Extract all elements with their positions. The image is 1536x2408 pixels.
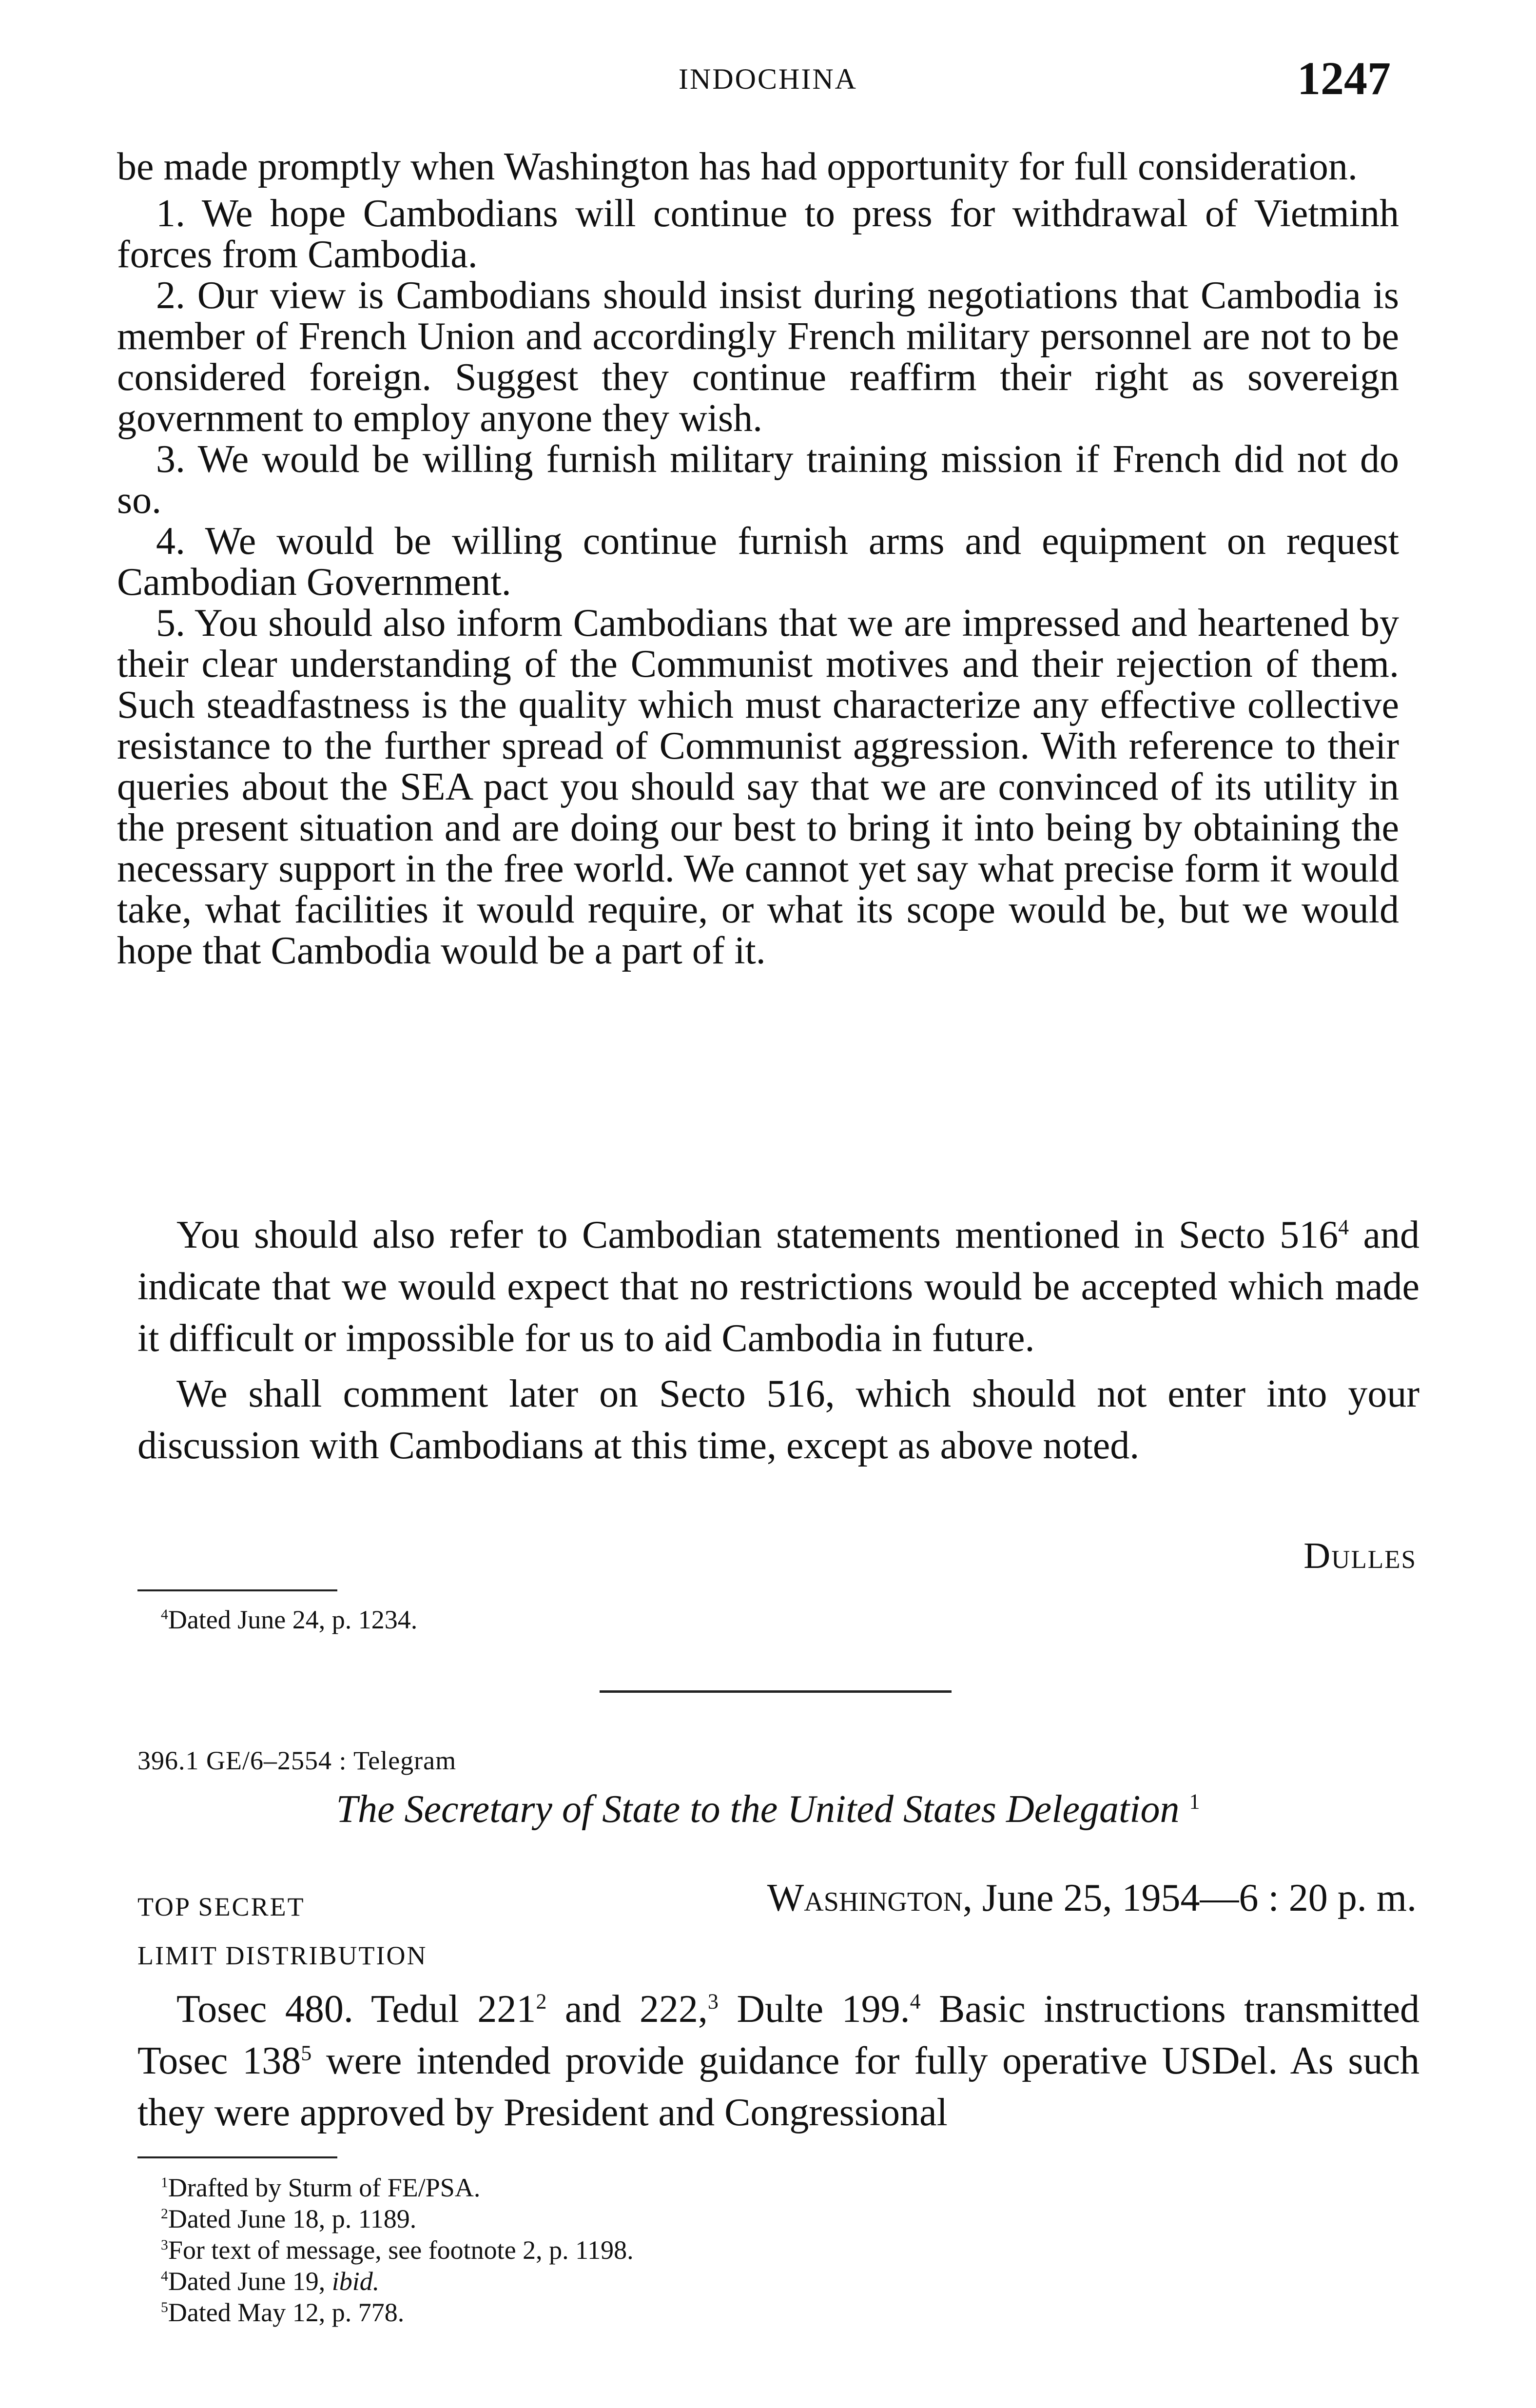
list-item-4: 4. We would be willing continue furnish arms and equipment on request Cambodian Government.	[117, 520, 1399, 604]
continuation-paragraph: be made promptly when Washington has had opportunity for full consideration.	[117, 145, 1358, 188]
footnote-text-4: Dated June 19,	[168, 2267, 332, 2296]
footnote-5	[161, 2297, 634, 2328]
footnote-num-5: 5	[161, 2300, 168, 2315]
telegram-body-paragraph	[137, 1983, 1419, 2138]
footnote-text-5: Dated May 12, p. 778.	[168, 2298, 405, 2327]
classification-top-secret: TOP SECRET	[137, 1892, 305, 1921]
footnote-text: Dated June 24, p. 1234.	[168, 1605, 418, 1634]
footnote-num-1: 1	[161, 2175, 168, 2191]
footnote-text-3: For text of message, see footnote 2, p. 1198.	[168, 2235, 634, 2265]
section-divider	[600, 1690, 952, 1693]
footnote-rule-2	[137, 2156, 337, 2158]
running-title: INDOCHINA	[679, 63, 857, 95]
list-item-3: 3. We would be willing furnish military training mission if French did not do so.	[117, 438, 1399, 522]
footnote-italic-4: ibid.	[331, 2267, 380, 2296]
footnote-num-2: 2	[161, 2206, 168, 2222]
document-title-text: The Secretary of State to the United States Delegation	[336, 1788, 1180, 1831]
body-text-5: were intended provide guidance for fully operative USDel. As such they were approved by President and Congressional	[137, 2039, 1419, 2134]
dateline-city: Washington	[767, 1877, 963, 1919]
body-text-1: Tosec 480. Tedul 221	[176, 1988, 536, 2031]
dateline	[767, 1876, 1417, 1920]
title-footnote-ref: 1	[1189, 1789, 1200, 1814]
secto-text-before: You should also refer to Cambodian statements mentioned in Secto 516	[176, 1214, 1339, 1256]
secto-block	[137, 1209, 1419, 1471]
document-title	[0, 1787, 1536, 1832]
footnote-num-4: 4	[161, 2269, 168, 2284]
footnote-text-2: Dated June 18, p. 1189.	[168, 2204, 417, 2233]
footnote-num-3: 3	[161, 2237, 168, 2253]
telegram-body-block	[137, 1983, 1419, 2138]
body-text-4: Basic instructions transmitted Tosec 138	[137, 1988, 1419, 2082]
body-text-2: and 222,	[546, 1988, 708, 2031]
top-text-block	[117, 146, 1399, 971]
body-sup-4: 4	[910, 1989, 921, 2014]
body-sup-3: 3	[707, 1989, 719, 2014]
footnote-4	[161, 2266, 634, 2297]
document-file-id: 396.1 GE/6–2554 : Telegram	[137, 1746, 457, 1775]
list-item-1: 1. We hope Cambodians will continue to press for withdrawal of Vietminh forces from Cambodia.	[117, 192, 1399, 276]
footnote-text-1: Drafted by Sturm of FE/PSA.	[168, 2173, 481, 2202]
footnote-rule-1	[137, 1589, 337, 1591]
footnote-num: 4	[161, 1607, 168, 1623]
dateline-date: , June 25, 1954—6 : 20 p. m.	[962, 1877, 1417, 1919]
footnote-1	[161, 2172, 634, 2203]
comment-paragraph: We shall comment later on Secto 516, which should not enter into your discussion with Cambodians at this time, except as above noted.	[137, 1372, 1419, 1467]
footnote-first	[161, 1604, 417, 1635]
body-sup-2: 2	[536, 1989, 547, 2014]
footnote-ref-4: 4	[1338, 1215, 1349, 1239]
footnote-2	[161, 2203, 634, 2234]
list-item-2: 2. Our view is Cambodians should insist during negotiations that Cambodia is member of French Union and accordingly French military personnel are not to be considered foreign. Suggest they continue reaffirm their right as sovereign government to employ anyone they wish.	[117, 274, 1399, 440]
list-item-5: 5. You should also inform Cambodians that we are impressed and heartened by their clear understanding of the Communist motives and their rejection of them. Such steadfastness is the quality which must characterize any effective collective resistance to the further spread of Communist aggression. With reference to their queries about the SEA pact you should say that we are convinced of its utility in the present situation and are doing our best to bring it into being by obtaining the necessary support in the free world. We cannot yet say what precise form it would take, what facilities it would require, or what its scope would be, but we would hope that Cambodia would be a part of it.	[117, 602, 1399, 972]
classification-limit: LIMIT DISTRIBUTION	[137, 1941, 428, 1970]
page-number: 1247	[1297, 52, 1391, 104]
footnote-3	[161, 2234, 634, 2266]
footnotes-list	[161, 2172, 634, 2328]
body-sup-5: 5	[301, 2041, 312, 2065]
secto-text-after: and indicate that we would expect that no restrictions would be accepted which made it difficult or impossible for us to aid Cambodia in future.	[137, 1214, 1419, 1360]
secto-paragraph	[137, 1209, 1419, 1364]
signature: Dulles	[1303, 1535, 1417, 1576]
body-text-3: Dulte 199.	[718, 1988, 910, 2031]
